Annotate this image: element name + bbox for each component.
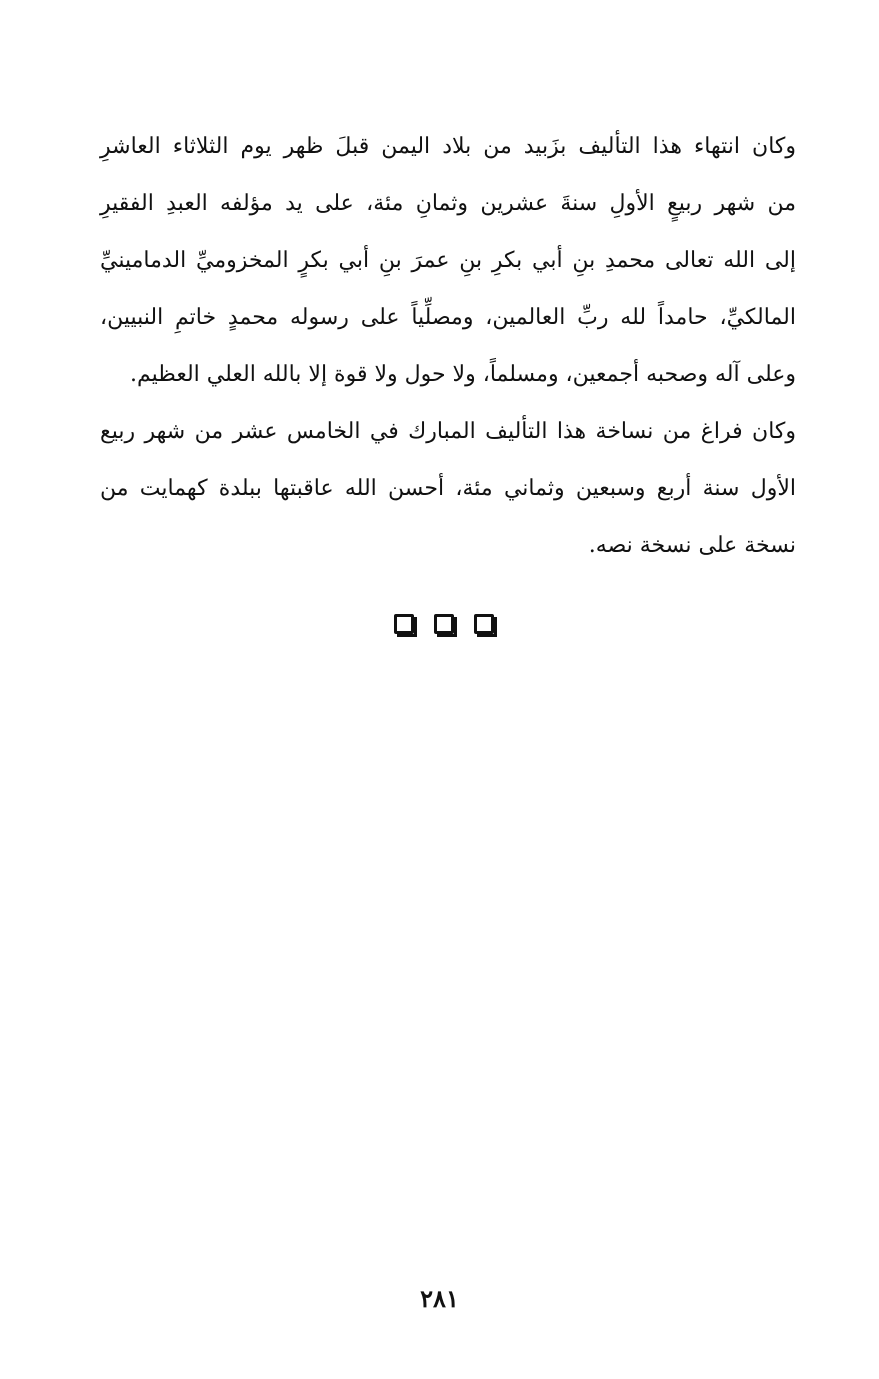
text-line: وعلى آله وصحبه أجمعين، ومسلماً، ولا حول ولا قوة إلا بالله العلي العظيم. xyxy=(130,362,796,387)
text-line: وكان فراغ من نساخة هذا التأليف المبارك في الخامس عشر من شهر ربيع xyxy=(100,419,796,444)
text-line: الأول سنة أربع وسبعين وثماني مئة، أحسن الله عاقبتها ببلدة كهمايت من xyxy=(100,476,796,501)
copyist-paragraph xyxy=(100,403,796,574)
text-line: إلى الله تعالى محمدِ بنِ أبي بكرِ بنِ عمرَ بنِ أبي بكرٍ المخزوميِّ الدمامينيِّ xyxy=(100,248,796,273)
square-ornament-icon xyxy=(474,614,494,634)
section-end-ornament xyxy=(394,614,494,642)
square-ornament-icon xyxy=(434,614,454,634)
body-text xyxy=(100,118,796,574)
page-number: ٢٨١ xyxy=(420,1284,459,1313)
text-line: نسخة على نسخة نصه. xyxy=(588,533,796,558)
colophon-paragraph xyxy=(100,118,796,403)
text-line: من شهر ربيعٍ الأولِ سنةَ عشرين وثمانِ مئة، على يد مؤلفه العبدِ الفقيرِ xyxy=(100,191,796,216)
square-ornament-icon xyxy=(394,614,414,634)
text-line: وكان انتهاء هذا التأليف بزَبيد من بلاد اليمن قبلَ ظهر يوم الثلاثاء العاشرِ xyxy=(100,134,796,159)
text-line: المالكيِّ، حامداً لله ربِّ العالمين، ومصلِّياً على رسوله محمدٍ خاتمِ النبيين، xyxy=(100,305,796,330)
